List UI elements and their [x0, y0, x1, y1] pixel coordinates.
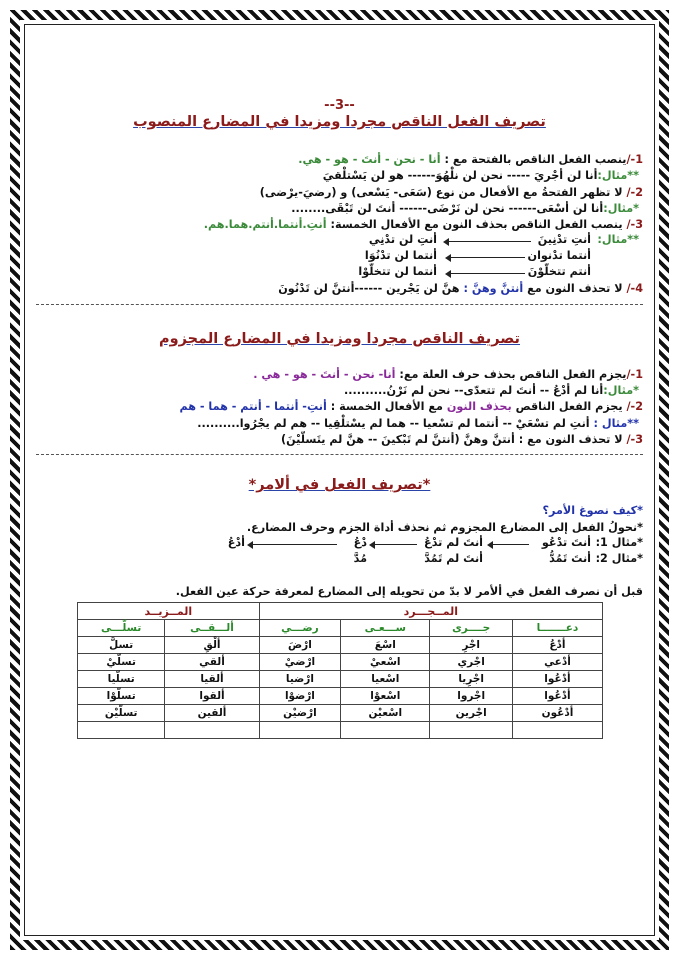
- table-cell: [259, 722, 341, 739]
- example-line: *مثال:أنا لن أسْعَى------ نحن لن نَرْضَى------ أنتَ لن تَبْقَى........: [291, 201, 639, 215]
- table-row: [78, 654, 603, 671]
- table-cell: تسلّيْن: [78, 705, 165, 722]
- page-number: --3--: [324, 98, 355, 113]
- table-cell: اسْعوْا: [341, 688, 430, 705]
- table-cell: [165, 722, 259, 739]
- table-cell: ارْضيْن: [259, 705, 341, 722]
- table-cell: تسلّوْا: [78, 688, 165, 705]
- conjugation-table: [77, 602, 603, 739]
- table-row: [78, 637, 603, 654]
- rule-line: *نحولُ الفعل إلى المضارع المجزوم ثم نحذف أداة الجزم وحرف المضارع.: [246, 520, 643, 534]
- section3-title: *تصريف الفعل في ألامر*: [248, 477, 431, 494]
- table-row: [78, 671, 603, 688]
- column-header: دعـــــــا: [512, 620, 602, 637]
- example-line: *مثال:أنا لم أدْعُ -- أنتَ لم تتعدّى-- نحن لم نَرْنُ..........: [344, 384, 639, 398]
- example-line: **مثال:أنا لن أجْريَ ----- نحن لن نلْهُوَ------ هو لن يَسْتلْقيَ: [322, 169, 639, 183]
- table-cell: اجْرين: [430, 705, 513, 722]
- table-cell: تسلّيْ: [78, 654, 165, 671]
- table-row: [78, 705, 603, 722]
- example-flow: *مثال 1: أنتَ تدْعُو أنتَ لم تدْعُ دْعُ أدْعُ: [227, 535, 643, 549]
- rule-line: 3-/ ينصب الفعل الناقص بحذف النون مع الأفعال الخمسة: أنتِ.أنتما.أنتم.هما.هم.: [203, 218, 643, 232]
- group-mazid: المــزيــد: [78, 603, 260, 620]
- table-cell: أدْعُ: [512, 637, 602, 654]
- column-header: ســـعـى: [341, 620, 430, 637]
- table-cell: أدْعُوا: [512, 671, 602, 688]
- table-cell: أدْعي: [512, 654, 602, 671]
- table-cell: ألقين: [165, 705, 259, 722]
- table-cell: تسلَّ: [78, 637, 165, 654]
- example-line: **مثال : أنتِ لم تسْعَيْ -- أنتما لم تسْعيا -- هما لم يسْتلْقِيا -- هم لم يجْرُوا..........: [197, 416, 639, 430]
- note-line: قبل أن نصرف الفعل في ألأمر لا بدّ من تحويله إلى المضارع لمعرفة حركة عين الفعل.: [175, 584, 643, 598]
- column-header: جــــرى: [430, 620, 513, 637]
- rule-line: 2-/ لا تظهر الفتحةُ مع الأفعال من نوع (سَعَى- يَسْعى) و (رضيَ-يرْضى): [259, 185, 643, 199]
- rule-line: 1-/ينصب الفعل الناقص بالفتحة مع : أنا - نحن - أنتَ - هو - هي.: [298, 153, 643, 166]
- table-cell: ارْضَ: [259, 637, 341, 654]
- example-flow: **مثال: أنتِ تدْنِينَ أنتِ لن تدْنِي: [368, 233, 639, 247]
- group-mujarrad: المــجـــرد: [259, 603, 602, 620]
- table-cell: ألقيا: [165, 671, 259, 688]
- arrow-icon: [371, 544, 417, 545]
- table-cell: اجْروا: [430, 688, 513, 705]
- table-cell: تسلّيا: [78, 671, 165, 688]
- rule-line: 4-/ لا تحذف النون مع أنتنَّ وهنَّ : هنَّ لن يَجْرين ------أنتنَّ لن تَدْنُونَ: [278, 282, 643, 296]
- table-cell: [78, 722, 165, 739]
- table-cell: ألقوا: [165, 688, 259, 705]
- table-cell: ارْضيا: [259, 671, 341, 688]
- table-cell: ألْقِ: [165, 637, 259, 654]
- arrow-icon: [489, 544, 529, 545]
- table-cell: اسْعيْ: [341, 654, 430, 671]
- table-cell: اجْرِيا: [430, 671, 513, 688]
- worksheet-page: [36, 28, 643, 928]
- arrow-icon: [445, 241, 531, 242]
- section1-title: تصريف الفعل الناقص مجردا ومزيدا في المضارع المنصوب: [133, 114, 546, 130]
- example-flow: أنتما تدْنوان أنتما لن تدْنُوَا: [364, 249, 591, 263]
- rule-line: 3-/ لا تحذف النون مع : أنتنَّ وهنَّ (أنتنَّ لم تَبْكينَ -- هنَّ لم يتَسلّيْنَ): [281, 432, 643, 446]
- divider: [36, 304, 643, 305]
- divider: [36, 454, 643, 455]
- table-cell: أدْعُون: [512, 705, 602, 722]
- arrow-icon: [249, 544, 337, 545]
- rule-line: 2-/ يجزم الفعل الناقص بحذف النون مع الأفعال الخمسة : أنتِ- أنتما - أنتم - هما - هم: [179, 400, 643, 414]
- column-header: رضـــي: [259, 620, 341, 637]
- table-cell: ألقي: [165, 654, 259, 671]
- column-header: تسلّـــى: [78, 620, 165, 637]
- arrow-icon: [447, 273, 525, 274]
- table-row: [78, 688, 603, 705]
- table-row: [78, 722, 603, 739]
- table-cell: [512, 722, 602, 739]
- table-cell: اسْعيا: [341, 671, 430, 688]
- table-cell: ارْضوْا: [259, 688, 341, 705]
- table-cell: أدْعُوا: [512, 688, 602, 705]
- example-flow: أنتم تتخلّوْنَ أنتما لن تتخلّوْا: [358, 265, 591, 279]
- question-line: *كيف نصوغ الأمر؟: [542, 504, 643, 518]
- column-header: ألـــقــى: [165, 620, 259, 637]
- table-cell: [341, 722, 430, 739]
- section2-title: تصريف الناقص مجردا ومزيدا في المضارع المجزوم: [159, 330, 520, 347]
- table-cell: اجْرِ: [430, 637, 513, 654]
- rule-line: 1-/يجزم الفعل الناقص بحذف حرف العلة مع: أنا- نحن - أنتَ - هو - هي .: [253, 367, 643, 381]
- table-cell: اسْعَ: [341, 637, 430, 654]
- arrow-icon: [447, 257, 525, 258]
- table-cell: اسْعيْن: [341, 705, 430, 722]
- table-cell: [430, 722, 513, 739]
- table-cell: ارْضيْ: [259, 654, 341, 671]
- table-cell: اجْري: [430, 654, 513, 671]
- example-flow: *مثال 2: أنتَ تَمُدُّ أنتَ لم تَمُدَّ مُدَّ: [353, 551, 643, 565]
